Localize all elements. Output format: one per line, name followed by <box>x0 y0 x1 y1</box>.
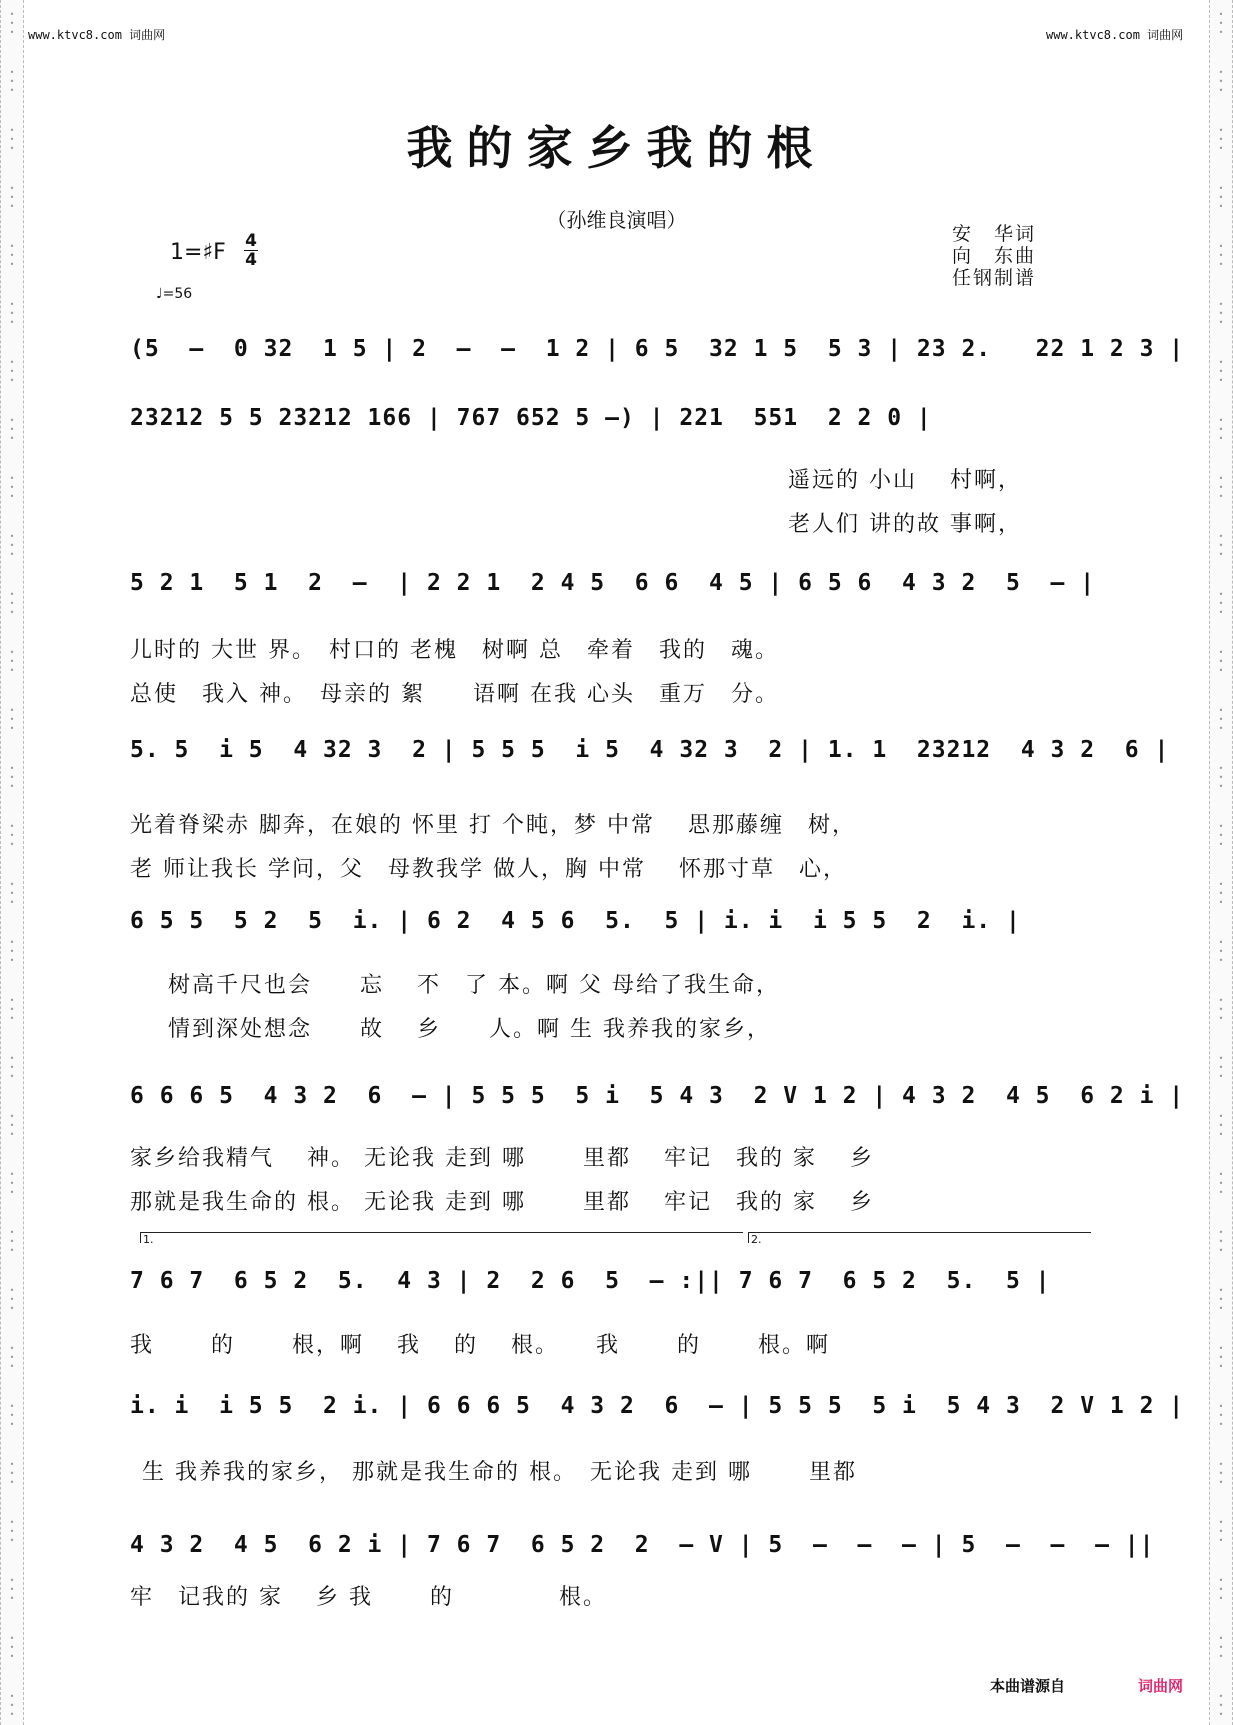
watermark-mark: • • • <box>1218 764 1224 791</box>
watermark-mark: • • • <box>9 1518 15 1545</box>
composer-credit: 向 东曲 <box>952 245 1037 267</box>
watermark-mark: • • • <box>9 1112 15 1139</box>
key-signature: 1=♯F <box>170 240 226 265</box>
watermark-mark: • • • <box>1218 1402 1224 1429</box>
lyric-line: 家乡给我精气 神。 无论我 走到 哪 里都 牢记 我的 家 乡 <box>130 1146 874 1171</box>
watermark-mark: • • • <box>1218 822 1224 849</box>
watermark-mark: • • • <box>1218 358 1224 385</box>
watermark-mark: • • • <box>1218 184 1224 211</box>
watermark-mark: • • • <box>1218 1692 1224 1719</box>
watermark-mark: • • • <box>9 1054 15 1081</box>
time-signature-bottom: 4 <box>245 250 257 270</box>
watermark-mark: • • • <box>1218 590 1224 617</box>
watermark-mark: • • • <box>1218 706 1224 733</box>
watermark-mark: • • • <box>9 474 15 501</box>
watermark-mark: • • • <box>9 1170 15 1197</box>
lyric-line: 老人们 讲的故 事啊， <box>788 512 1022 537</box>
score-row-9: 4 3 2 4 5 6 2 i | 7 6 7 6 5 2 2 – V | 5 – – – | 5 – – – || <box>130 1532 1155 1558</box>
song-title: 我的家乡我的根 <box>406 121 827 175</box>
watermark-mark: • • • <box>1218 1112 1224 1139</box>
watermark-mark: • • • <box>9 1692 15 1719</box>
watermark-mark: • • • <box>9 648 15 675</box>
tempo-marking: ♩=56 <box>156 286 193 302</box>
lyric-line: 儿时的 大世 界。 村口的 老槐 树啊 总 牵着 我的 魂。 <box>130 638 779 663</box>
second-ending-bracket: 2. <box>748 1232 1091 1243</box>
watermark-mark: • • • <box>1218 1286 1224 1313</box>
watermark-mark: • • • <box>1218 474 1224 501</box>
score-row-7: 7 6 7 6 5 2 5. 4 3 | 2 2 6 5 – :|| 7 6 7 6 5 2 5. 5 | <box>130 1268 1051 1294</box>
watermark-mark: • • • <box>1218 1344 1224 1371</box>
score-row-1: (5 – 0 32 1 5 | 2 – – 1 2 | 6 5 32 1 5 5 3 | 23 2. 22 1 2 3 | <box>130 336 1185 362</box>
lyricist-credit: 安 华词 <box>952 223 1037 245</box>
watermark-mark: • • • <box>1218 300 1224 327</box>
lyric-line: 树高千尺也会 忘 不 了 本。啊 父 母给了我生命， <box>168 973 780 998</box>
time-signature <box>244 232 258 269</box>
watermark-mark: • • • <box>9 764 15 791</box>
watermark-mark: • • • <box>1218 938 1224 965</box>
watermark-mark: • • • <box>1218 1460 1224 1487</box>
watermark-mark: • • • <box>1218 1054 1224 1081</box>
watermark-mark: • • • <box>9 880 15 907</box>
watermark-mark: • • • <box>1218 1518 1224 1545</box>
watermark-mark: • • • <box>9 126 15 153</box>
watermark-mark: • • • <box>9 1576 15 1603</box>
lyric-line: 光着脊梁赤 脚奔，在娘的 怀里 打 个盹，梦 中常 思那藤缠 树， <box>130 813 856 838</box>
watermark-mark: • • • <box>9 184 15 211</box>
watermark-mark: • • • <box>9 590 15 617</box>
watermark-mark: • • • <box>9 300 15 327</box>
singer-credit: （孙维良演唱） <box>546 208 687 232</box>
watermark-mark: • • • <box>9 938 15 965</box>
watermark-mark: • • • <box>1218 242 1224 269</box>
watermark-mark: • • • <box>1218 648 1224 675</box>
watermark-mark: • • • <box>1218 10 1224 37</box>
watermark-mark: • • • <box>1218 126 1224 153</box>
lyric-line: 遥远的 小山 村啊， <box>788 468 1022 493</box>
score-row-4: 5. 5 i 5 4 32 3 2 | 5 5 5 i 5 4 32 3 2 | 1. 1 23212 4 3 2 6 | <box>130 737 1170 763</box>
score-row-6: 6 6 6 5 4 3 2 6 – | 5 5 5 5 i 5 4 3 2 V 1 2 | 4 3 2 4 5 6 2 i | <box>130 1083 1185 1109</box>
watermark-mark: • • • <box>9 532 15 559</box>
watermark-mark: • • • <box>9 706 15 733</box>
watermark-mark: • • • <box>1218 416 1224 443</box>
lyric-line: 情到深处想念 故 乡 人。啊 生 我养我的家乡， <box>168 1017 771 1042</box>
watermark-mark: • • • <box>1218 1576 1224 1603</box>
watermark-mark: • • • <box>9 1228 15 1255</box>
watermark-mark: • • • <box>9 1634 15 1661</box>
left-watermark-strip <box>0 0 24 1725</box>
watermark-mark: • • • <box>1218 1170 1224 1197</box>
lyric-line: 生 我养我的家乡， 那就是我生命的 根。 无论我 走到 哪 里都 <box>142 1460 857 1485</box>
site-url-right[interactable]: www.ktvc8.com 词曲网 <box>1046 28 1184 42</box>
first-ending-bracket: 1. <box>140 1232 743 1243</box>
site-url-left[interactable]: www.ktvc8.com 词曲网 <box>28 28 166 42</box>
watermark-mark: • • • <box>1218 532 1224 559</box>
lyric-line: 牢 记我的 家 乡 我 的 根。 <box>130 1585 607 1610</box>
lyric-line: 总使 我入 神。 母亲的 絮 语啊 在我 心头 重万 分。 <box>130 682 779 707</box>
score-row-5: 6 5 5 5 2 5 i. | 6 2 4 5 6 5. 5 | i. i i 5 5 2 i. | <box>130 908 1021 934</box>
lyric-line: 我 的 根，啊 我 的 根。 我 的 根。啊 <box>130 1333 830 1358</box>
score-row-3: 5 2 1 5 1 2 – | 2 2 1 2 4 5 6 6 4 5 | 6 5 6 4 3 2 5 – | <box>130 570 1096 596</box>
watermark-mark: • • • <box>9 996 15 1023</box>
watermark-mark: • • • <box>1218 68 1224 95</box>
watermark-mark: • • • <box>9 1460 15 1487</box>
watermark-mark: • • • <box>9 1344 15 1371</box>
watermark-mark: • • • <box>1218 1228 1224 1255</box>
watermark-mark: • • • <box>1218 880 1224 907</box>
watermark-mark: • • • <box>9 242 15 269</box>
watermark-mark: • • • <box>9 10 15 37</box>
site-link[interactable]: 词曲网 <box>1138 1677 1184 1695</box>
watermark-mark: • • • <box>9 358 15 385</box>
right-watermark-strip <box>1209 0 1233 1725</box>
watermark-mark: • • • <box>9 822 15 849</box>
watermark-mark: • • • <box>1218 996 1224 1023</box>
lyric-line: 老 师让我长 学问，父 母教我学 做人，胸 中常 怀那寸草 心， <box>130 857 847 882</box>
watermark-mark: • • • <box>9 1402 15 1429</box>
watermark-mark: • • • <box>9 416 15 443</box>
source-label: 本曲谱源自 <box>990 1677 1066 1695</box>
score-row-8: i. i i 5 5 2 i. | 6 6 6 5 4 3 2 6 – | 5 5 5 5 i 5 4 3 2 V 1 2 | <box>130 1393 1185 1419</box>
watermark-mark: • • • <box>9 68 15 95</box>
time-signature-top: 4 <box>245 231 257 251</box>
watermark-mark: • • • <box>9 1286 15 1313</box>
score-row-2: 23212 5 5 23212 166 | 767 652 5 –) | 221 551 2 2 0 | <box>130 405 932 431</box>
lyric-line: 那就是我生命的 根。 无论我 走到 哪 里都 牢记 我的 家 乡 <box>130 1190 874 1215</box>
watermark-mark: • • • <box>1218 1634 1224 1661</box>
transcriber-credit: 任钢制谱 <box>952 267 1037 289</box>
